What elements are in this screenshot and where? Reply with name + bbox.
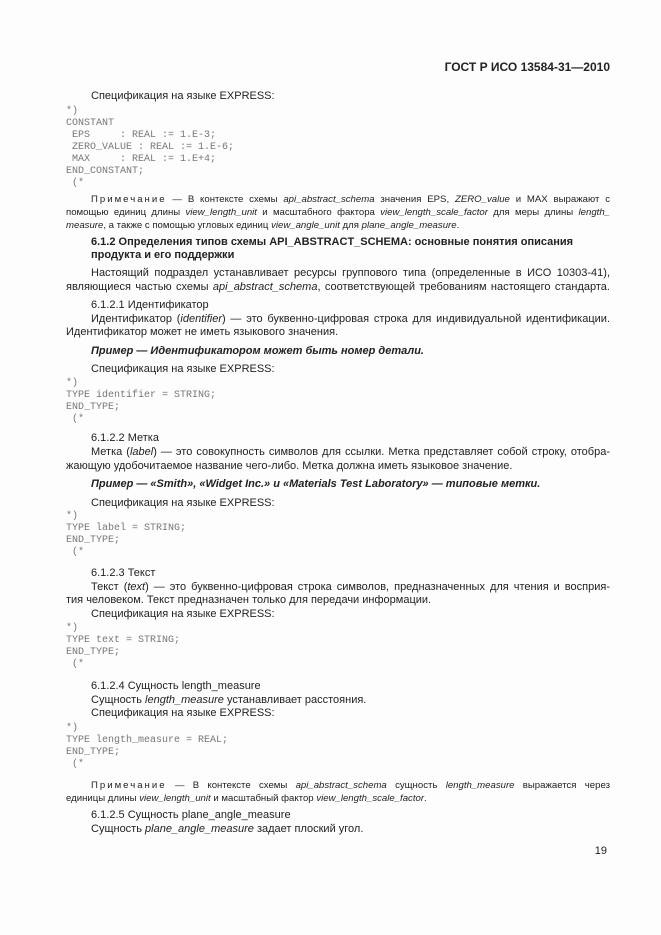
paragraph-line: Идентификатор может не иметь языкового значения. bbox=[66, 326, 339, 338]
code-line: END_TYPE; bbox=[66, 647, 121, 658]
text: и MAX выражают с bbox=[509, 194, 610, 205]
code-line: (* bbox=[66, 178, 85, 189]
code-line: ZERO_VALUE : REAL := 1.E-6; bbox=[66, 142, 235, 153]
text: Метка ( bbox=[91, 446, 130, 458]
section-heading-612-cont: продукта и его поддержки bbox=[91, 249, 235, 261]
text: выражается через bbox=[514, 780, 610, 791]
code-line: CONSTANT bbox=[66, 118, 115, 129]
code-line: EPS : REAL := 1.E-3; bbox=[66, 130, 217, 141]
text: , соответствующей требованиям настоящего стандарта. bbox=[317, 281, 610, 293]
text: устанавливает расстояния. bbox=[223, 694, 367, 706]
text: являющиеся частью схемы bbox=[66, 281, 213, 293]
text: ) — это совокупность символов для ссылки. Метка представляет собой строку, отобра- bbox=[153, 446, 610, 458]
text: plane_angle_measure bbox=[145, 823, 254, 835]
section-heading-612: 6.1.2 Определения типов схемы API_ABSTRACT_SCHEMA: основные понятия описания bbox=[91, 236, 574, 248]
paragraph-line bbox=[91, 823, 610, 836]
text: Сущность bbox=[91, 823, 146, 835]
note-constants-line2 bbox=[66, 206, 610, 219]
text: Идентификатор ( bbox=[91, 313, 181, 325]
text: view_length_unit bbox=[139, 793, 211, 804]
paragraph-line: жающую удобочитаемое название чего-либо. Метка должна иметь языковое значение. bbox=[66, 460, 513, 472]
text: api_abstract_schema bbox=[212, 281, 318, 293]
subsection-title-6121: 6.1.2.1 Идентификатор bbox=[91, 299, 209, 311]
spec-label: Спецификация на языке EXPRESS: bbox=[91, 497, 275, 509]
note-constants-line1 bbox=[91, 193, 610, 206]
text: значения EPS, bbox=[374, 194, 455, 205]
code-line: END_TYPE; bbox=[66, 402, 121, 413]
text: length_measure bbox=[145, 694, 224, 706]
text: view_length_unit bbox=[185, 207, 257, 218]
note-constants-line3 bbox=[66, 219, 610, 232]
paragraph-line bbox=[91, 446, 610, 459]
text: . bbox=[424, 793, 427, 804]
code-line: *) bbox=[66, 723, 79, 734]
text: view_length_scale_factor bbox=[380, 207, 488, 218]
code-block-length-measure bbox=[66, 723, 610, 771]
text: measure bbox=[66, 220, 104, 231]
subsection-title-6123: 6.1.2.3 Текст bbox=[91, 567, 156, 579]
code-line: (* bbox=[66, 414, 85, 425]
text: text bbox=[127, 581, 146, 593]
code-block-text bbox=[66, 623, 610, 671]
spec-label: Спецификация на языке EXPRESS: bbox=[91, 608, 275, 620]
note-length-measure-line2 bbox=[66, 792, 610, 805]
code-line: MAX : REAL := 1.E+4; bbox=[66, 154, 217, 165]
text: единицы длины bbox=[66, 793, 140, 804]
document-id-header: ГОСТ Р ИСО 13584-31—2010 bbox=[444, 60, 610, 74]
spec-label: Спецификация на языке EXPRESS: bbox=[91, 707, 275, 719]
text: . bbox=[456, 220, 460, 231]
text: — В контексте схемы bbox=[166, 780, 296, 791]
text: и масштабный фактор bbox=[210, 793, 317, 804]
text: для меры длины bbox=[487, 207, 579, 218]
spec-label: Спецификация на языке EXPRESS: bbox=[91, 363, 275, 375]
text: помощью единиц длины bbox=[66, 207, 186, 218]
code-line: TYPE identifier = STRING; bbox=[66, 390, 217, 401]
text: identifier bbox=[180, 313, 222, 325]
code-block-constants bbox=[66, 106, 610, 190]
subsection-title-6124: 6.1.2.4 Сущность length_measure bbox=[91, 680, 261, 692]
code-block-label bbox=[66, 511, 610, 559]
code-line: END_TYPE; bbox=[66, 535, 121, 546]
paragraph-line bbox=[91, 581, 610, 594]
text: Сущность bbox=[91, 694, 146, 706]
text: сущность bbox=[386, 780, 446, 791]
paragraph-line bbox=[66, 281, 610, 294]
paragraph-line bbox=[91, 694, 610, 707]
paragraph-line bbox=[91, 313, 610, 326]
code-line: *) bbox=[66, 623, 79, 634]
text: задает плоский угол. bbox=[253, 823, 364, 835]
code-line: TYPE label = STRING; bbox=[66, 523, 187, 534]
text: view_angle_unit bbox=[271, 220, 340, 231]
text: view_length_scale_factor bbox=[316, 793, 425, 804]
text: plane_angle_measure bbox=[361, 220, 457, 231]
code-line: END_TYPE; bbox=[66, 747, 121, 758]
page-number: 19 bbox=[594, 845, 607, 857]
paragraph-line: тия человеком. Текст предназначен только для передачи информации. bbox=[66, 594, 432, 606]
text: ) — это буквенно-цифровая строка символов, предназначенных для чтения и восприя- bbox=[145, 581, 610, 593]
code-line: (* bbox=[66, 547, 85, 558]
paragraph-line: Настоящий подраздел устанавливает ресурсы группового типа (определенные в ИСО 10303-41), bbox=[91, 267, 610, 279]
text: length_measure bbox=[445, 780, 515, 791]
text: length_ bbox=[578, 207, 610, 218]
example-6121: Пример — Идентификатором может быть номер детали. bbox=[91, 345, 424, 357]
code-line: TYPE text = STRING; bbox=[66, 635, 181, 646]
note-label: Примечание bbox=[91, 780, 167, 791]
text: , а также с помощью угловых единиц bbox=[103, 220, 272, 231]
text: label bbox=[129, 446, 154, 458]
code-line: (* bbox=[66, 759, 85, 770]
code-line: TYPE length_measure = REAL; bbox=[66, 735, 229, 746]
text: api_abstract_schema bbox=[283, 194, 375, 205]
code-line: END_CONSTANT; bbox=[66, 166, 145, 177]
subsection-title-6122: 6.1.2.2 Метка bbox=[91, 432, 159, 444]
code-line: *) bbox=[66, 378, 79, 389]
text: ZERO_value bbox=[454, 194, 510, 205]
text: api_abstract_schema bbox=[295, 780, 387, 791]
text: — В контексте схемы bbox=[166, 194, 284, 205]
code-line: *) bbox=[66, 511, 79, 522]
text: Текст ( bbox=[91, 581, 128, 593]
code-block-identifier bbox=[66, 378, 610, 426]
subsection-title-6125: 6.1.2.5 Сущность plane_angle_measure bbox=[91, 809, 291, 821]
note-label: Примечание bbox=[91, 194, 167, 205]
note-length-measure-line1 bbox=[91, 779, 610, 792]
text: ) — это буквенно-цифровая строка для индивидуальной идентификации. bbox=[222, 313, 610, 325]
code-line: (* bbox=[66, 659, 85, 670]
text: для bbox=[339, 220, 362, 231]
spec-label: Спецификация на языке EXPRESS: bbox=[91, 90, 275, 102]
text: и масштабного фактора bbox=[256, 207, 381, 218]
example-6122: Пример — «Smith», «Widget Inc.» и «Materials Test Laboratory» — типовые метки. bbox=[91, 478, 541, 490]
code-line: *) bbox=[66, 106, 79, 117]
